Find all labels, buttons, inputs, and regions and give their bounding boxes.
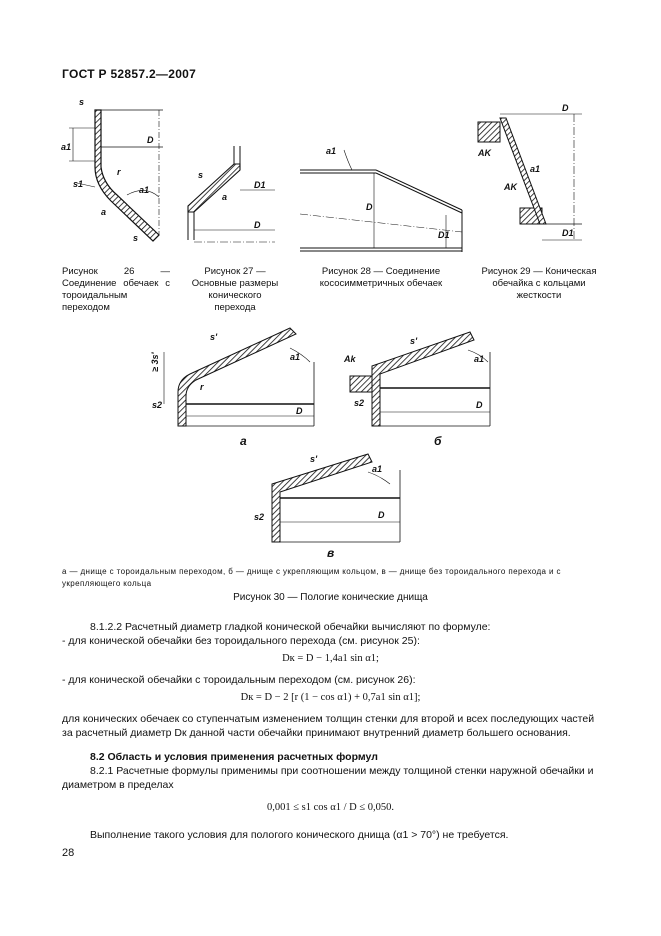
fig29-label-D1: D1 — [562, 228, 574, 238]
fig30a-label-r: r — [200, 382, 204, 392]
fig30c-label-a1: a1 — [372, 464, 383, 474]
fig26-label-s2: s — [133, 233, 139, 243]
fig28-label-D1: D1 — [438, 230, 450, 240]
figure-30a-drawing — [150, 322, 320, 434]
paragraph-stepped: для конических обечаек со ступенчатым изменением толщин стенки для второй и всех последующих частей за расчетный диаметр Dк данной части обечайки принимают внутренний диаметр большего основания. — [62, 713, 595, 739]
fig30b-label-D: D — [476, 400, 483, 410]
figure-30a-sub: а — [240, 434, 247, 448]
formula-3: 0,001 ≤ s1 cos α1 / D ≤ 0,050. — [267, 802, 394, 813]
figure-30-title: Рисунок 30 — Пологие конические днища — [233, 592, 428, 603]
fig26-label-a: a — [101, 207, 107, 217]
fig30c-label-D: D — [378, 510, 385, 520]
fig30b-label-s: s' — [410, 336, 418, 346]
fig28-label-D: D — [366, 202, 373, 212]
figure-28-drawing — [296, 140, 471, 255]
paragraph-no-torus: - для конической обечайки без тороидального перехода (см. рисунок 25): — [62, 635, 420, 647]
figure-28-caption: Рисунок 28 — Соединение кососимметричных обечаек — [319, 266, 443, 289]
fig30a-label-a1: a1 — [290, 352, 301, 362]
figure-29-caption: Рисунок 29 — Коническая обечайка с кольцами жесткости — [481, 266, 597, 301]
fig27-label-D1: D1 — [254, 180, 266, 190]
fig26-label-s1: s1 — [73, 179, 84, 189]
formula-1: Dк = D − 1,4a1 sin α1; — [282, 653, 379, 664]
fig30b-label-s2: s2 — [354, 398, 365, 408]
figure-27-caption: Рисунок 27 — Основные размеры конического перехода — [191, 266, 279, 313]
paragraph-8-1-2-2: 8.1.2.2 Расчетный диаметр гладкой конической обечайки вычисляют по формуле: — [90, 621, 491, 633]
figure-29-drawing — [474, 100, 594, 250]
figure-27-drawing — [180, 140, 280, 250]
fig27-label-a: a — [222, 192, 228, 202]
fig30c-label-s2: s2 — [254, 512, 265, 522]
fig26-label-s: s — [79, 97, 85, 107]
figure-30-legend: а — днище с тороидальным переходом, б — днище с укрепляющим кольцом, в — днище без тороидального перехода и с укрепляющего кольца — [62, 567, 561, 588]
paragraph-8-2-1: 8.2.1 Расчетные формулы применимы при соотношении между толщиной стенки наружной обечайки и диаметром в пределах — [62, 765, 594, 791]
fig30a-label-s2: s2 — [152, 400, 163, 410]
fig26-label-D: D — [147, 135, 154, 145]
fig30c-label-s: s' — [310, 454, 318, 464]
figure-26-caption: Рисунок 26 — Соединение обечаек с тороидальным переходом — [62, 266, 170, 313]
section-heading-8-2: 8.2 Область и условия применения расчетных формул — [90, 751, 378, 763]
fig28-label-a1: a1 — [326, 146, 337, 156]
fig30b-label-a1: a1 — [474, 354, 485, 364]
fig30a-label-D: D — [296, 406, 303, 416]
page-number: 28 — [62, 847, 75, 859]
document-header: ГОСТ Р 52857.2—2007 — [62, 67, 197, 81]
fig29-label-AK: AK — [478, 148, 491, 158]
figure-30c-drawing — [250, 446, 410, 550]
fig30b-label-Ak: Ak — [344, 354, 356, 364]
fig29-label-AK-2: AK — [504, 182, 517, 192]
formula-2: Dк = D − 2 [r (1 − cos α1) + 0,7a1 sin α1]; — [240, 692, 421, 703]
fig29-label-D: D — [562, 103, 569, 113]
fig30a-label-s: s' — [210, 332, 218, 342]
fig29-label-a1: a1 — [530, 164, 541, 174]
fig26-label-r: r — [117, 167, 121, 177]
figure-30b-sub: б — [434, 434, 442, 448]
figure-30c-sub: в — [327, 546, 335, 560]
figure-30b-drawing — [340, 322, 500, 434]
fig26-label-a1-2: a1 — [139, 185, 150, 195]
paragraph-with-torus: - для конической обечайки с тороидальным переходом (см. рисунок 26): — [62, 674, 416, 686]
figure-26-drawing — [55, 95, 175, 245]
paragraph-condition: Выполнение такого условия для пологого конического днища (α1 > 70°) не требуется. — [90, 829, 509, 841]
fig27-label-D: D — [254, 220, 261, 230]
fig27-label-s: s — [198, 170, 204, 180]
fig30a-label-3s: ≥ 3s' — [150, 352, 160, 372]
fig26-label-a1: a1 — [61, 142, 72, 152]
